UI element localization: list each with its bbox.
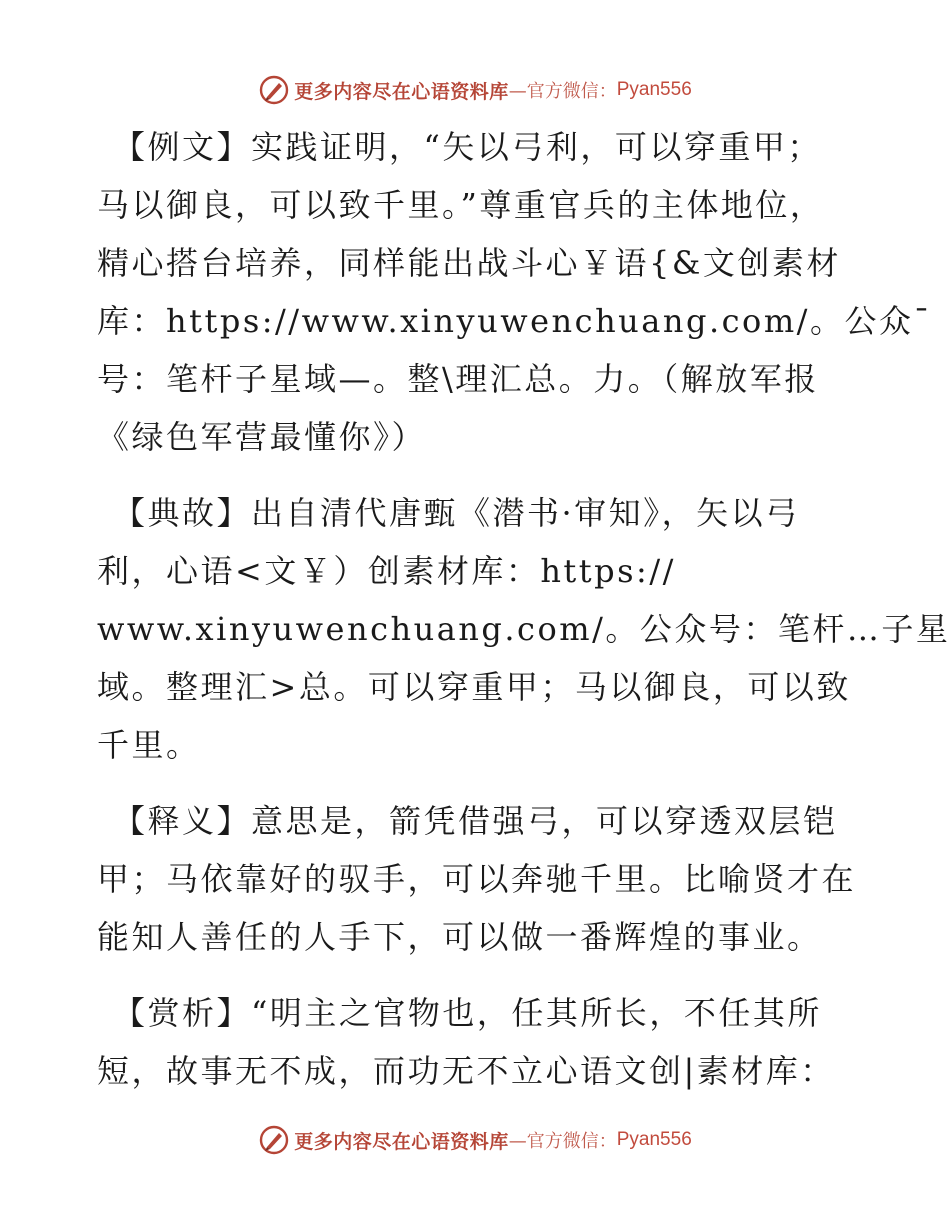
- paragraph-allusion: [97, 484, 950, 774]
- text-line: 马以御良，可以致千里。”尊重官兵的主体地位，: [97, 186, 825, 224]
- text-line: 能知人善任的人手下，可以做一番辉煌的事业。: [97, 918, 822, 956]
- header-watermark-banner: [0, 70, 950, 110]
- wechat-account-id: Pyan556: [616, 79, 692, 100]
- paragraph-appreciation: [97, 984, 852, 1100]
- text-line: 库：https://www.xinyuwenchuang.com/。公众¯: [97, 302, 932, 340]
- document-body: [97, 118, 950, 1118]
- text-line: 域。整理汇>总。可以穿重甲；马以御良，可以致: [97, 668, 851, 706]
- pen-logo-icon: [258, 74, 290, 106]
- pen-logo-icon: [258, 1124, 290, 1156]
- paragraph-meaning: [97, 792, 857, 966]
- text-line: www.xinyuwenchuang.com/。公众号：笔杆…子星: [97, 610, 950, 648]
- text-line: 【例文】实践证明，“矢以弓利，可以穿重甲；: [113, 128, 822, 166]
- text-line: 千里。: [97, 726, 201, 764]
- watermark-text: 更多内容尽在心语资料库: [294, 80, 509, 103]
- watermark-text: 更多内容尽在心语资料库: [294, 1130, 509, 1153]
- text-line: 利，心语<文￥）创素材库：https://: [97, 552, 676, 590]
- text-line: 【释义】意思是，箭凭借强弓，可以穿透双层铠: [113, 802, 838, 840]
- text-line: 甲；马依靠好的驭手，可以奔驰千里。比喻贤才在: [97, 860, 857, 898]
- text-line: 【典故】出自清代唐甄《潜书·审知》，矢以弓: [113, 494, 800, 532]
- paragraph-example: [97, 118, 932, 466]
- text-line: 《绿色军营最懂你》）: [97, 418, 427, 456]
- text-line: 【赏析】“明主之官物也，任其所长，不任其所: [113, 994, 822, 1032]
- text-line: 精心搭台培养，同样能出战斗心￥语{&文创素材: [97, 244, 841, 282]
- watermark-separator: —官方微信：: [508, 81, 617, 102]
- text-line: 号：笔杆子星域—。整\理汇总。力。（解放军报: [97, 360, 819, 398]
- watermark-separator: —官方微信：: [508, 1131, 617, 1152]
- footer-watermark-banner: [0, 1120, 950, 1160]
- text-line: 短，故事无不成，而功无不立心语文创|素材库：: [97, 1052, 835, 1090]
- wechat-account-id: Pyan556: [616, 1129, 692, 1150]
